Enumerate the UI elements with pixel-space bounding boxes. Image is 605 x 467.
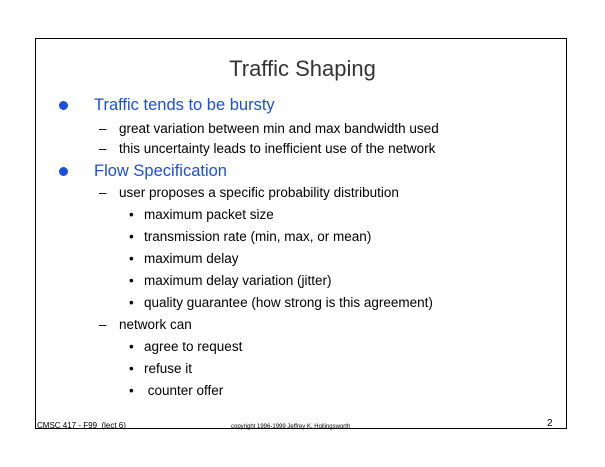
list-item-text: user proposes a specific probability distribution [119, 185, 399, 200]
dot-marker: • [129, 251, 134, 266]
sub-list-item [129, 360, 192, 378]
sub-list-item-text: maximum packet size [144, 207, 274, 222]
sub-list-item [129, 228, 371, 246]
list-item-text: this uncertainty leads to inefficient use of the network [119, 141, 436, 156]
footer-copyright: copyright 1996-1999 Jeffrey K. Hollingsworth [231, 424, 351, 430]
page-number: 2 [547, 418, 553, 429]
sub-list-item-text: quality guarantee (how strong is this agreement) [144, 295, 433, 310]
dash-marker: – [99, 185, 107, 200]
sub-list-item [129, 382, 223, 400]
sub-list-item-text: counter offer [144, 383, 224, 398]
list-item [99, 120, 439, 138]
dot-marker: • [129, 339, 134, 354]
sub-list-item-text: refuse it [144, 361, 193, 376]
sub-list-item [129, 338, 242, 356]
dash-marker: – [99, 317, 107, 332]
section-heading: Flow Specification [94, 162, 227, 180]
sub-list-item-text: maximum delay variation (jitter) [144, 273, 332, 288]
slide-title: Traffic Shaping [229, 56, 376, 81]
section-bullet-icon [59, 101, 68, 110]
dash-marker: – [99, 141, 107, 156]
dot-marker: • [129, 273, 134, 288]
sub-list-item [129, 250, 239, 268]
list-item-text: great variation between min and max bandwidth used [119, 121, 439, 136]
list-item [99, 316, 192, 334]
list-item [99, 140, 435, 158]
footer-course: CMSC 417 - F99 (lect 6) [37, 421, 126, 430]
section-bullet-icon [59, 167, 68, 176]
dot-marker: • [129, 207, 134, 222]
dot-marker: • [129, 295, 134, 310]
sub-list-item [129, 294, 433, 312]
sub-list-item [129, 272, 332, 290]
sub-list-item-text: maximum delay [144, 251, 239, 266]
dash-marker: – [99, 121, 107, 136]
sub-list-item [129, 206, 274, 224]
sub-list-item-text: transmission rate (min, max, or mean) [144, 229, 372, 244]
list-item-text: network can [119, 317, 192, 332]
list-item [99, 184, 399, 202]
dot-marker: • [129, 383, 134, 398]
sub-list-item-text: agree to request [144, 339, 243, 354]
section-heading: Traffic tends to be bursty [94, 96, 275, 114]
dot-marker: • [129, 229, 134, 244]
dot-marker: • [129, 361, 134, 376]
